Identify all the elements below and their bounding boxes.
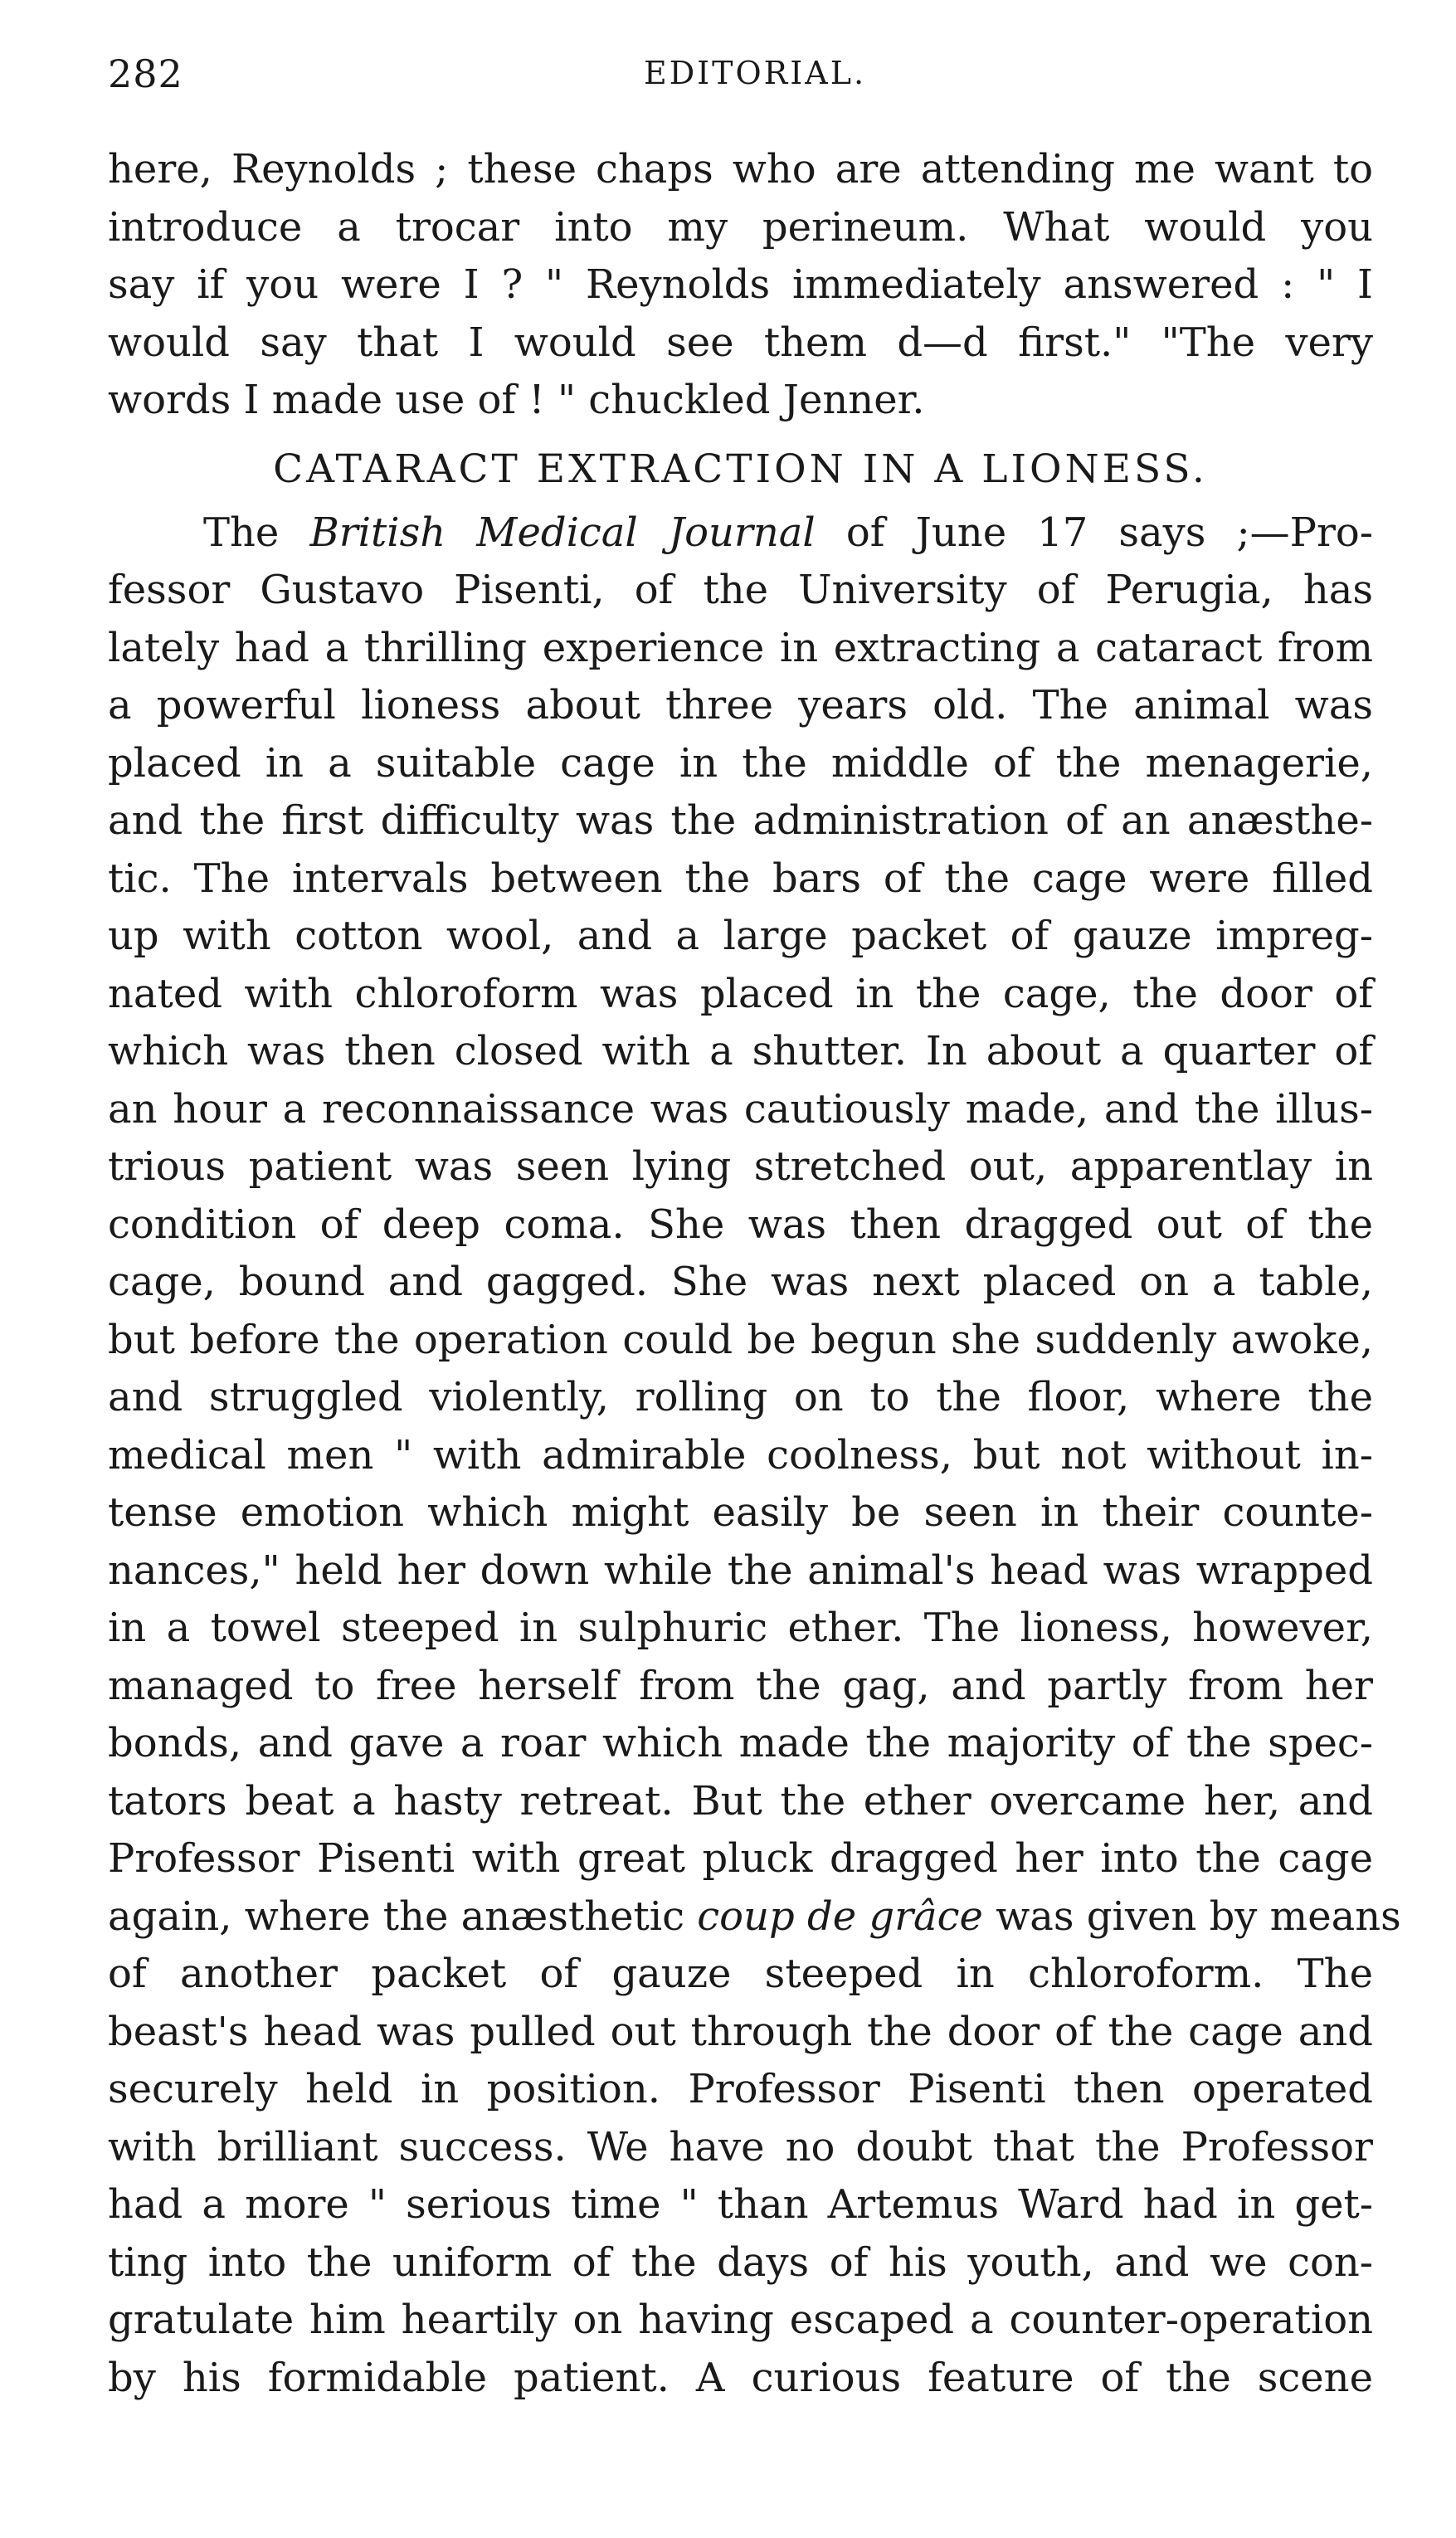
text-fragment: The (203, 509, 310, 556)
text-line: fessor Gustavo Pisenti, of the University of Perugia, has (108, 567, 1373, 613)
text-line: managed to free herself from the gag, and partly from her (108, 1662, 1373, 1709)
text-line (108, 504, 1373, 563)
text-line: Professor Pisenti with great pluck dragged her into the cage (108, 1835, 1373, 1882)
text-line: but before the operation could be begun she suddenly awoke, (108, 1316, 1373, 1363)
text-line: had a more " serious time " than Artemus Ward had in get- (108, 2181, 1373, 2228)
text-line: ting into the uniform of the days of his youth, and we con- (108, 2238, 1373, 2286)
text-line: bonds, and gave a roar which made the majority of the spec- (108, 1720, 1373, 1766)
text-line: lately had a thrilling experience in extracting a cataract from (108, 624, 1373, 671)
text-line: and the first difficulty was the administration of an anæsthe- (108, 797, 1373, 844)
text-fragment: of June 17 says ;—Pro- (815, 509, 1374, 556)
text-line: a powerful lioness about three years old. The animal was (108, 682, 1373, 728)
text-fragment: was given by means (982, 1893, 1401, 1940)
text-line: beast's head was pulled out through the door of the cage and (108, 2008, 1373, 2055)
text-line: which was then closed with a shutter. In about a quarter of (108, 1028, 1373, 1074)
text-line: tic. The intervals between the bars of the cage were filled (108, 855, 1373, 902)
text-line: placed in a suitable cage in the middle of the menagerie, (108, 739, 1373, 787)
running-head (108, 51, 1369, 101)
text-fragment: again, where the anæsthetic (108, 1893, 698, 1940)
text-line: nances," held her down while the animal's head was wrapped (108, 1547, 1373, 1594)
text-line (108, 1888, 1401, 1946)
text-line: tense emotion which might easily be seen in their counte- (108, 1489, 1373, 1536)
text-line: introduce a trocar into my perineum. What would you (108, 203, 1373, 251)
body-text (108, 141, 1401, 2407)
text-line: here, Reynolds ; these chaps who are attending me want to (108, 146, 1373, 192)
text-line: with brilliant success. We have no doubt that the Professor (108, 2123, 1373, 2170)
text-line: would say that I would see them d—d first." "The very (108, 319, 1373, 366)
text-line: up with cotton wool, and a large packet of gauze impreg- (108, 913, 1373, 959)
text-line: words I made use of ! " chuckled Jenner. (108, 377, 925, 423)
text-line: and struggled violently, rolling on to the floor, where the (108, 1374, 1373, 1420)
text-line: medical men " with admirable coolness, but not without in- (108, 1431, 1373, 1478)
journal-title: British Medical Journal (309, 509, 816, 556)
text-line: tators beat a hasty retreat. But the ether overcame her, and (108, 1777, 1373, 1824)
text-line: by his formidable patient. A curious feature of the scene (108, 2354, 1373, 2401)
text-line: condition of deep coma. She was then dragged out of the (108, 1201, 1373, 1248)
italic-phrase: coup de grâce (697, 1893, 983, 1940)
text-line: gratulate him heartily on having escaped a counter-operation (108, 2297, 1373, 2343)
page-number: 282 (108, 51, 183, 96)
text-line: trious patient was seen lying stretched out, apparentlay in (108, 1143, 1373, 1190)
text-line: in a towel steeped in sulphuric ether. The lioness, however, (108, 1605, 1373, 1651)
text-line: an hour a reconnaissance was cautiously made, and the illus- (108, 1085, 1373, 1133)
text-line: say if you were I ? " Reynolds immediately answered : " I (108, 261, 1373, 308)
text-line: securely held in position. Professor Pisenti then operated (108, 2066, 1373, 2112)
text-line: nated with chloroform was placed in the cage, the door of (108, 970, 1373, 1017)
text-line: of another packet of gauze steeped in chloroform. The (108, 1951, 1373, 1997)
running-title: EDITORIAL. (643, 55, 867, 91)
text-line: cage, bound and gagged. She was next placed on a table, (108, 1259, 1373, 1305)
section-heading: CATARACT EXTRACTION IN A LIONESS. (273, 446, 1208, 492)
